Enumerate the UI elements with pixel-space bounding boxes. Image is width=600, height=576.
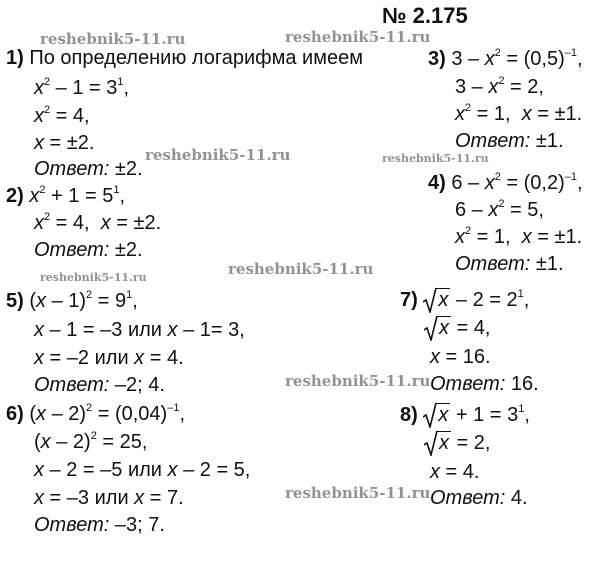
sqrt-sign: x	[424, 316, 451, 340]
answer-line: Ответ: –2; 4.	[34, 374, 165, 396]
answer-line: Ответ: ±1.	[455, 253, 564, 275]
equation-line: 8) $x + 1 = 3^1$,	[400, 403, 530, 426]
equation-line: $x^2 = 4$, x = ±2.	[34, 211, 162, 234]
equation-line: $6 - x^2 = 5$,	[455, 198, 544, 221]
answer-line: Ответ: –3; 7.	[34, 514, 165, 536]
equation-line: $3 - x^2 = 2$,	[455, 75, 544, 98]
answer-line: Ответ: 16.	[430, 373, 539, 395]
equation-line: x = 2,	[424, 431, 490, 455]
answer-line: Ответ: 4.	[430, 487, 528, 509]
equation-line: x = –2 или x = 4.	[34, 347, 184, 369]
equation-line: $x^2 = 1$, x = ±1.	[455, 225, 583, 248]
watermark: reshebnik5-11.ru	[40, 271, 147, 284]
equation-line: 6) $(x - 2)^2 = (0,04)^{-1}$,	[6, 402, 186, 425]
watermark: reshebnik5-11.ru	[285, 28, 431, 46]
sqrt-sign: x	[423, 288, 450, 312]
watermark: reshebnik5-11.ru	[40, 30, 186, 48]
equation-line: 3) $3 - x^2 = (0,5)^{-1}$,	[428, 47, 583, 70]
equation-line: x = –3 или x = 7.	[34, 487, 184, 509]
answer-line: Ответ: ±2.	[34, 158, 143, 180]
task-title: № 2.175	[382, 3, 468, 28]
equation-line: x = 4,	[424, 316, 490, 340]
problem-number: 1)	[6, 47, 24, 69]
equation-line: x = 4.	[430, 461, 480, 483]
answer-line: Ответ: ±1.	[455, 130, 564, 152]
equation-line: $x^2 - 1 = 3^1$,	[34, 76, 130, 99]
sqrt-sign: x	[423, 403, 450, 427]
equation-line: (x – 2)$^2$ = 25,	[34, 430, 148, 453]
equation-line: $x^2 = 1$, x = ±1.	[455, 102, 583, 125]
sqrt-sign: x	[424, 431, 451, 455]
watermark: reshebnik5-11.ru	[382, 152, 489, 165]
equation-line: x = ±2.	[34, 132, 95, 154]
equation-line: 2) $x^2 + 1 = 5^1$,	[6, 184, 126, 207]
intro-text: По определению логарифма имеем	[29, 47, 363, 69]
equation-line: 5) $(x - 1)^2 = 9^1$,	[6, 289, 138, 312]
watermark: reshebnik5-11.ru	[285, 484, 431, 502]
equation-line: x – 2 = –5 или x – 2 = 5,	[34, 459, 251, 481]
watermark: reshebnik5-11.ru	[145, 146, 291, 164]
equation-line: $x^2 = 4$,	[34, 104, 90, 127]
watermark: reshebnik5-11.ru	[228, 260, 374, 278]
answer-line: Ответ: ±2.	[34, 239, 143, 261]
watermark: reshebnik5-11.ru	[285, 372, 431, 390]
equation-line: x – 1 = –3 или x – 1= 3,	[34, 319, 245, 341]
equation-line: 7) $x - 2 = 2^1$,	[400, 288, 530, 311]
equation-line: x = 16.	[430, 346, 491, 368]
equation-line: 4) $6 - x^2 = (0,2)^{-1}$,	[428, 171, 583, 194]
